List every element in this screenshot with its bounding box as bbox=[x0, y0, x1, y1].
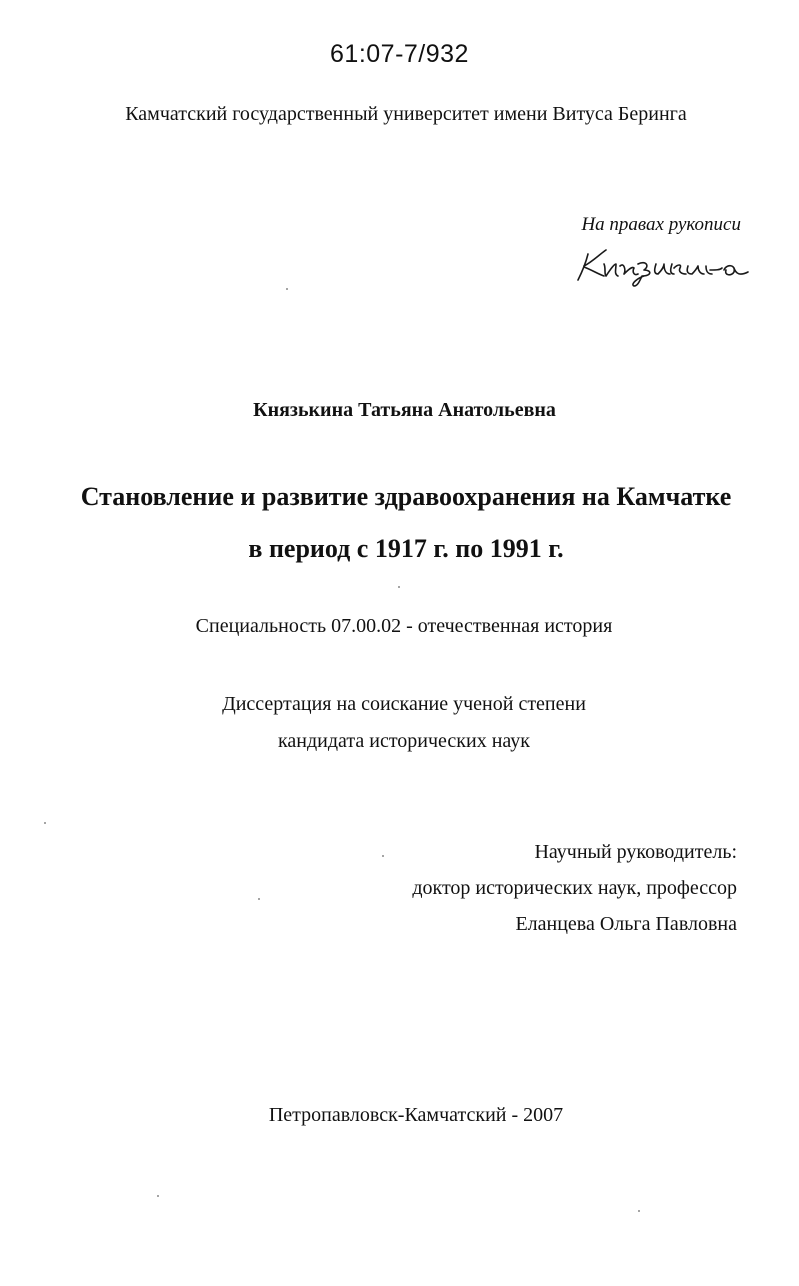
title-line-1: Становление и развитие здравоохранения на Камчатке bbox=[80, 482, 732, 511]
scan-speck bbox=[286, 288, 288, 290]
scan-speck bbox=[398, 586, 400, 588]
scan-speck bbox=[638, 1210, 640, 1212]
degree-statement bbox=[0, 686, 799, 760]
degree-line-2: кандидата исторических наук bbox=[277, 730, 531, 752]
supervisor-block bbox=[412, 834, 737, 942]
scan-speck bbox=[157, 1195, 159, 1197]
specialty: Специальность 07.00.02 - отечественная история bbox=[195, 615, 613, 637]
degree-line-1: Диссертация на соискание ученой степени bbox=[222, 693, 586, 715]
handwritten-signature bbox=[574, 240, 754, 288]
document-code: 61:07-7/932 bbox=[330, 40, 469, 68]
scan-speck bbox=[382, 855, 384, 857]
dissertation-title bbox=[0, 471, 799, 575]
scan-speck bbox=[44, 822, 46, 824]
author-name: Князькина Татьяна Анатольевна bbox=[253, 399, 556, 421]
title-line-2: в период с 1917 г. по 1991 г. bbox=[248, 534, 564, 563]
rights-note: На правах рукописи bbox=[581, 214, 741, 235]
city-year: Петропавловск-Камчатский - 2007 bbox=[268, 1104, 564, 1126]
supervisor-name: Еланцева Ольга Павловна bbox=[515, 913, 737, 935]
university-name: Камчатский государственный университет имени Витуса Беринга bbox=[125, 103, 687, 125]
scan-speck bbox=[258, 898, 260, 900]
supervisor-degree: доктор исторических наук, профессор bbox=[412, 877, 737, 899]
supervisor-label: Научный руководитель: bbox=[534, 841, 737, 863]
